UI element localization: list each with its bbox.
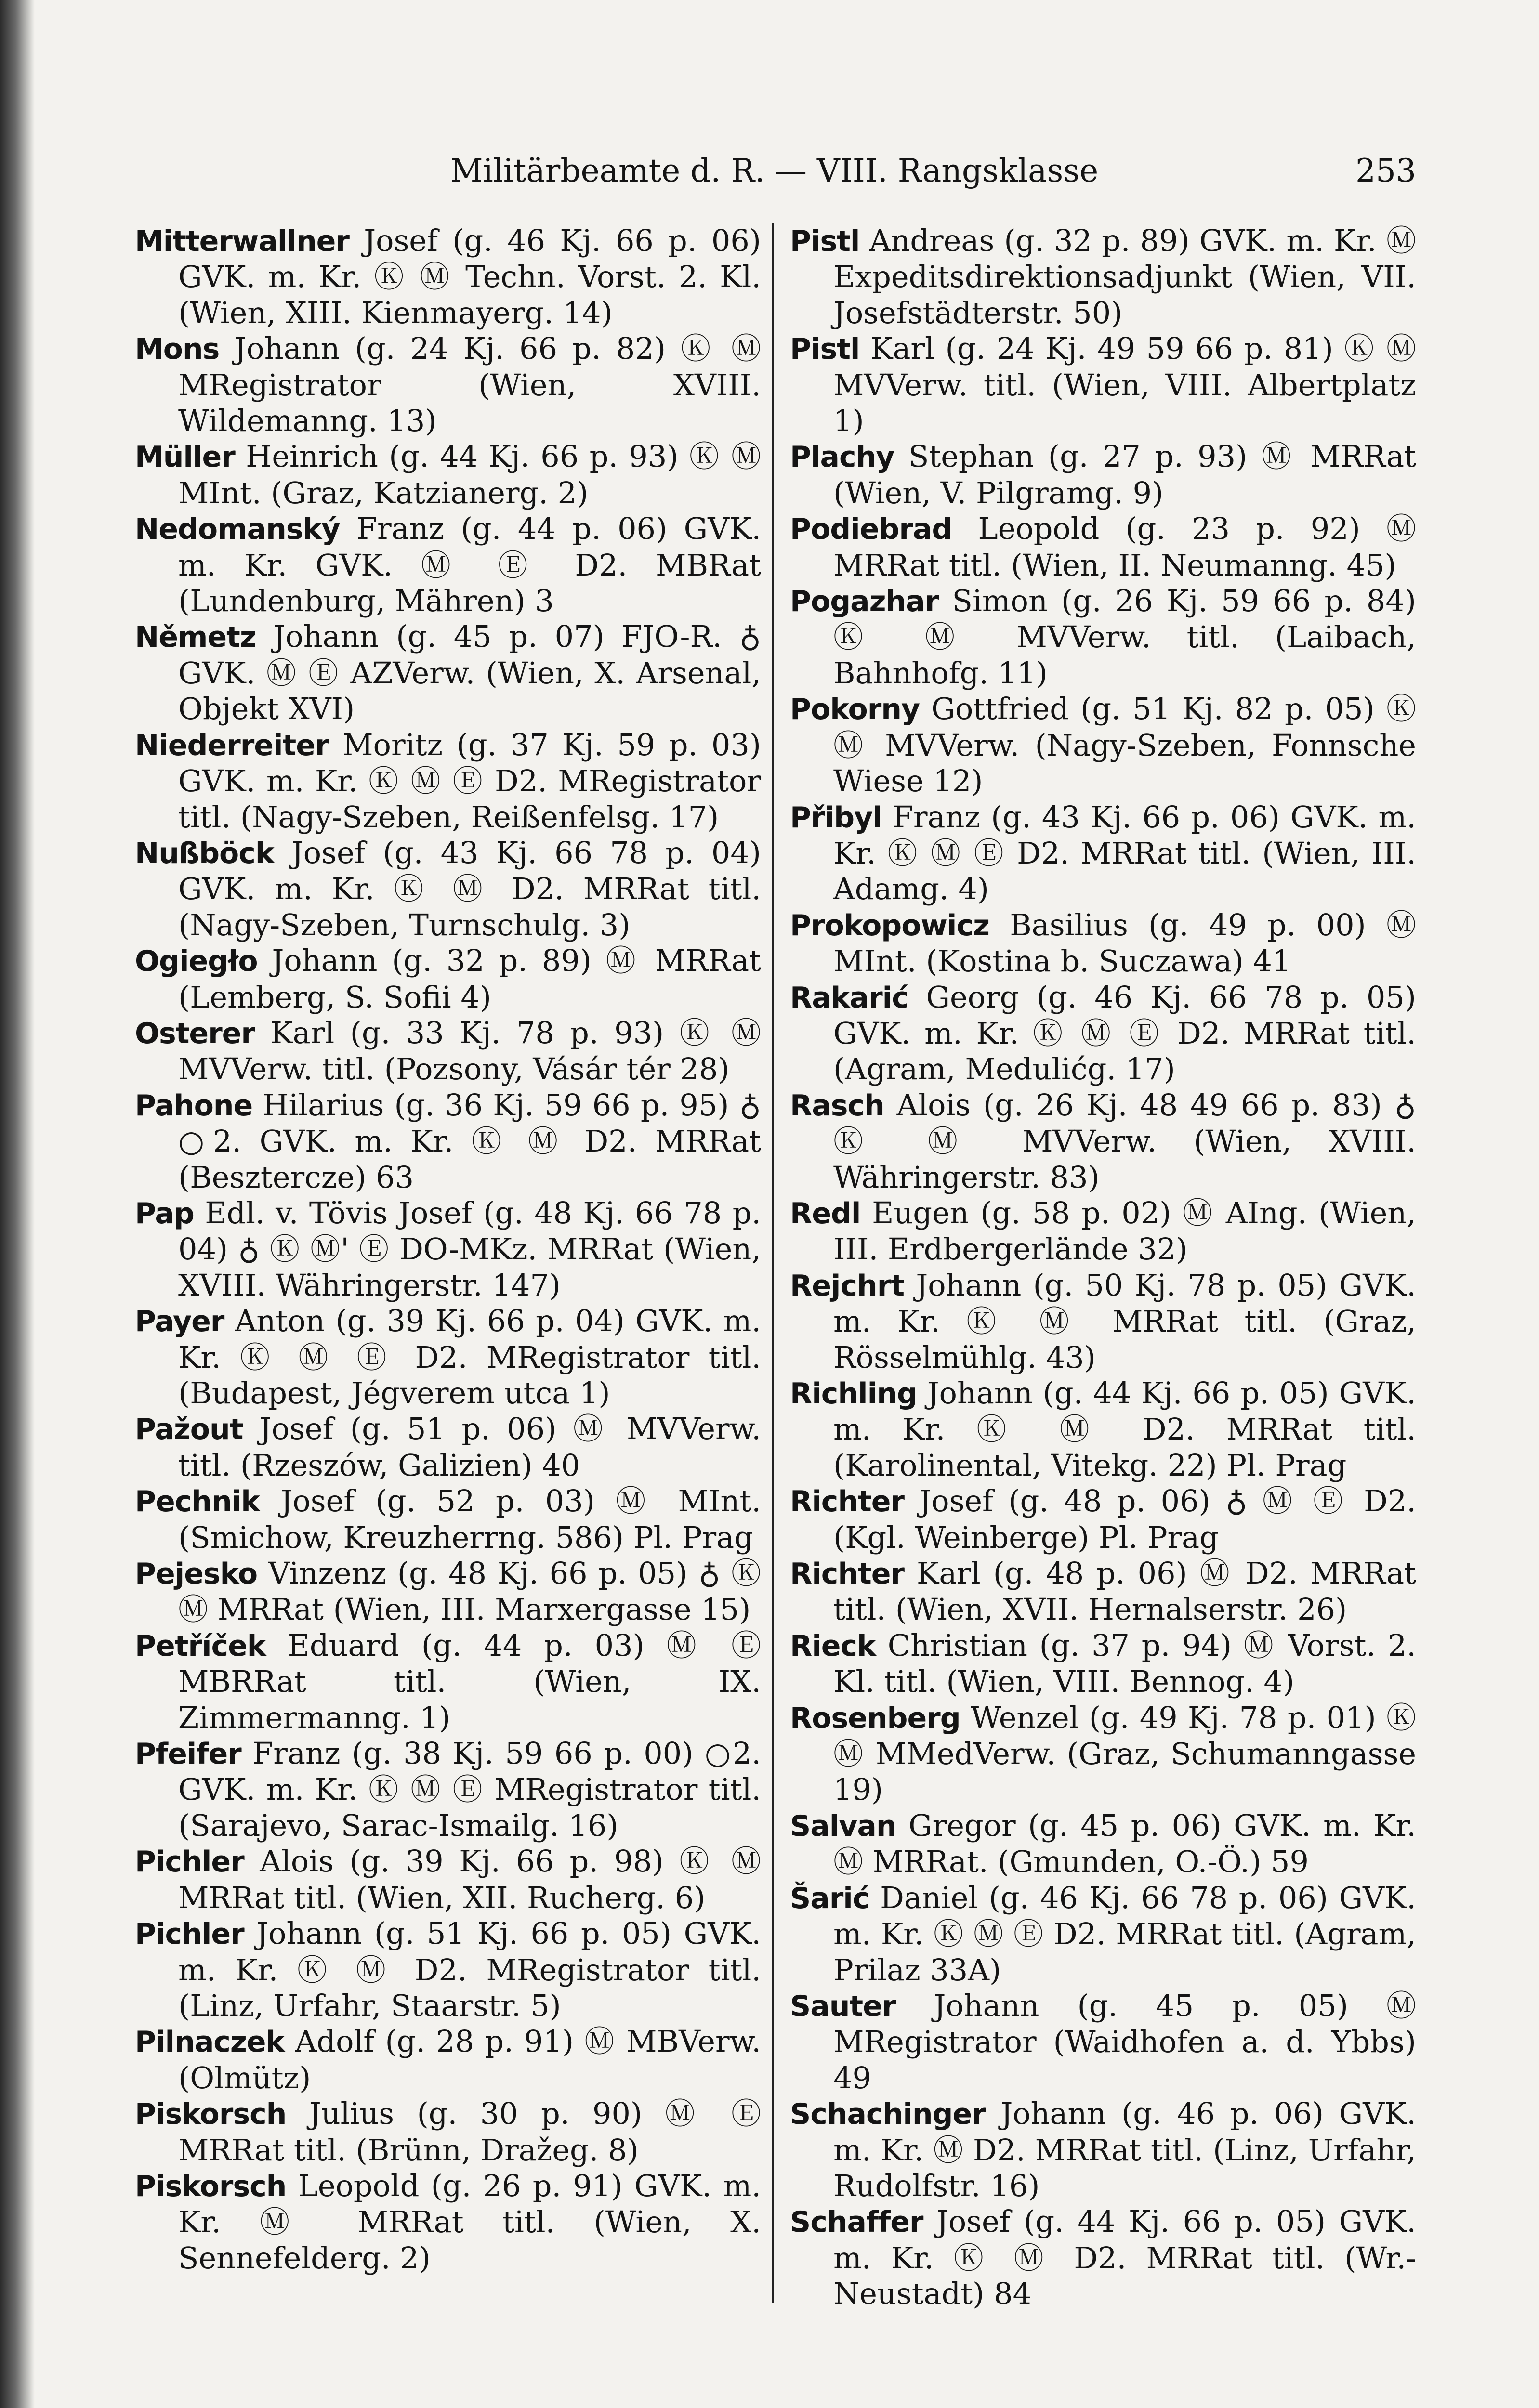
entry-details: Josef (g. 43 Kj. 66 78 p. 04) GVK. m. Kr. Ⓚ Ⓜ D2. MRRat titl. (Nagy-Szeben, Turnschulg. 3) [178,835,761,942]
directory-entry [135,1483,761,1556]
entry-details: Alois (g. 39 Kj. 66 p. 98) Ⓚ Ⓜ MRRat titl. (Wien, XII. Rucherg. 6) [178,1844,762,1915]
entry-surname: Plachy [790,440,894,474]
directory-entry [790,1375,1416,1483]
entry-surname: Rosenberg [790,1701,960,1735]
directory-entry [790,1268,1416,1375]
directory-entry [790,331,1416,439]
entry-surname: Niederreiter [135,728,329,762]
running-header [135,142,1416,200]
entry-details: Leopold (g. 23 p. 92) Ⓜ MRRat titl. (Wien, II. Neumanng. 45) [833,511,1416,583]
directory-entry [135,1556,761,1628]
entry-surname: Pichler [135,1917,244,1951]
entry-details: Julius (g. 30 p. 90) Ⓜ Ⓔ MRRat titl. (Brünn, Dražeg. 8) [178,2096,761,2168]
directory-entry [135,2096,761,2168]
entry-surname: Osterer [135,1016,255,1050]
directory-entry [135,1303,761,1411]
directory-entry [790,223,1416,331]
directory-entry [135,619,761,727]
entry-details: Gregor (g. 45 p. 06) GVK. m. Kr. Ⓜ MRRat. (Gmunden, O.-Ö.) 59 [833,1807,1416,1880]
entry-details: Johann (g. 51 Kj. 66 p. 05) GVK. m. Kr. Ⓚ Ⓜ D2. MRegistrator titl. (Linz, Urfahr, Staarstr. 5) [178,1916,761,2023]
directory-entry [790,1556,1416,1628]
entry-details: Alois (g. 26 Kj. 48 49 66 p. 83) ♁ Ⓚ Ⓜ MVVerw. (Wien, XVIII. Währingerstr. 83) [833,1087,1416,1195]
directory-entry [790,1700,1416,1808]
entry-surname: Podiebrad [790,512,952,547]
entry-surname: Richling [790,1377,917,1411]
directory-entry [135,1628,761,1736]
entry-surname: Schachinger [790,2097,986,2132]
entry-details: Leopold (g. 26 p. 91) GVK. m. Kr. Ⓜ MRRat titl. (Wien, X. Sennefelderg. 2) [178,2168,761,2276]
entry-details: Karl (g. 48 p. 06) Ⓜ D2. MRRat titl. (Wien, XVII. Hernalserstr. 26) [833,1556,1416,1627]
entry-surname: Salvan [790,1809,896,1843]
directory-entry [135,1195,761,1303]
directory-entry [135,331,761,439]
entry-details: Johann (g. 50 Kj. 78 p. 05) GVK. m. Kr. Ⓚ Ⓜ MRRat titl. (Graz, Rösselmühlg. 43) [833,1267,1416,1375]
entry-surname: Pechnik [135,1485,260,1519]
entry-surname: Pogazhar [790,585,939,619]
entry-details: Basilius (g. 49 p. 00) Ⓜ MInt. (Kostina b. Suczawa) 41 [833,907,1416,979]
directory-entry [790,2096,1416,2204]
directory-entry [135,439,761,511]
directory-entry [135,835,761,943]
entry-surname: Mitterwallner [135,224,349,258]
entry-details: Josef (g. 51 p. 06) Ⓜ MVVerw. titl. (Rzeszów, Galizien) 40 [178,1411,761,1483]
entry-details: Georg (g. 46 Kj. 66 78 p. 05) GVK. m. Kr. Ⓚ Ⓜ Ⓔ D2. MRRat titl. (Agram, Medulićg. 17) [833,979,1416,1087]
directory-entry [790,583,1416,691]
entry-details: Stephan (g. 27 p. 93) Ⓜ MRRat (Wien, V. Pilgramg. 9) [833,439,1416,510]
entry-surname: Pejesko [135,1557,258,1591]
book-page [135,142,1416,2319]
directory-entry [135,1916,761,2024]
directory-entry [790,1087,1416,1195]
entry-details: Wenzel (g. 49 Kj. 78 p. 01) Ⓚ Ⓜ MMedVerw. (Graz, Schumanngasse 19) [833,1700,1416,1807]
entry-details: Anton (g. 39 Kj. 66 p. 04) GVK. m. Kr. Ⓚ Ⓜ Ⓔ D2. MRegistrator titl. (Budapest, Jégverem utca 1) [178,1303,761,1411]
entry-surname: Rasch [790,1088,884,1123]
entry-surname: Pahone [135,1088,253,1123]
entry-details: Simon (g. 26 Kj. 59 66 p. 84) Ⓚ Ⓜ MVVerw. titl. (Laibach, Bahnhofg. 11) [833,583,1416,691]
directory-entry [135,1015,761,1087]
entry-surname: Pilnaczek [135,2025,285,2059]
entry-surname: Pistl [790,332,860,366]
entry-details: Johann (g. 46 p. 06) GVK. m. Kr. Ⓜ D2. MRRat titl. (Linz, Urfahr, Rudolfstr. 16) [833,2096,1416,2203]
entry-surname: Rieck [790,1629,876,1663]
entry-details: Eugen (g. 58 p. 02) Ⓜ AIng. (Wien, III. Erdbergerlände 32) [833,1195,1416,1267]
directory-entry [790,1808,1416,1880]
entry-surname: Sauter [790,1989,896,2023]
directory-entry [135,1411,761,1483]
running-title: Militärbeamte d. R. — VIII. Rangsklasse [450,152,1099,189]
entry-details: Christian (g. 37 p. 94) Ⓜ Vorst. 2. Kl. titl. (Wien, VIII. Bennog. 4) [833,1627,1416,1700]
directory-entry [790,799,1416,907]
entry-surname: Payer [135,1305,224,1339]
directory-entry [135,511,761,619]
entry-surname: Němetz [135,620,256,654]
entry-surname: Piskorsch [135,2169,287,2203]
entry-surname: Richter [790,1485,905,1519]
entry-surname: Pap [135,1196,194,1230]
entry-surname: Rakarić [790,981,908,1015]
entry-details: Karl (g. 24 Kj. 49 59 66 p. 81) Ⓚ Ⓜ MVVerw. titl. (Wien, VIII. Albertplatz 1) [833,331,1416,439]
directory-entry [790,1880,1416,1988]
entry-surname: Pokorny [790,693,920,727]
entry-surname: Prokopowicz [790,908,989,942]
directory-entry [135,727,761,835]
entry-surname: Pfeifer [135,1737,241,1771]
directory-entry [135,1087,761,1195]
entry-details: Josef (g. 46 Kj. 66 p. 06) GVK. m. Kr. Ⓚ Ⓜ Techn. Vorst. 2. Kl. (Wien, XIII. Kienmayerg. 14) [178,223,761,330]
directory-entry [135,1844,761,1916]
directory-entry [135,943,761,1015]
entry-details: Moritz (g. 37 Kj. 59 p. 03) GVK. m. Kr. Ⓚ Ⓜ Ⓔ D2. MRegistrator titl. (Nagy-Szeben, Reißenfelsg. 17) [178,727,761,835]
right-column [790,223,1416,2312]
entry-details: Gottfried (g. 51 Kj. 82 p. 05) Ⓚ Ⓜ MVVerw. (Nagy-Szeben, Fonnsche Wiese 12) [833,691,1416,799]
entry-surname: Pažout [135,1413,243,1447]
column-divider [772,223,774,2303]
entry-details: Hilarius (g. 36 Kj. 59 66 p. 95) ♁ ○2. GVK. m. Kr. Ⓚ Ⓜ D2. MRRat (Besztercze) 63 [178,1087,761,1195]
entry-details: Franz (g. 38 Kj. 59 66 p. 00) ○2. GVK. m. Kr. Ⓚ Ⓜ Ⓔ MRegistrator titl. (Sarajevo, Sarac-Ismailg. 16) [178,1736,761,1843]
entry-details: Johann (g. 45 p. 05) Ⓜ MRegistrator (Waidhofen a. d. Ybbs) 49 [833,1988,1416,2095]
entry-details: Johann (g. 45 p. 07) FJO-R. ♁ GVK. Ⓜ Ⓔ AZVerw. (Wien, X. Arsenal, Objekt XVI) [178,619,761,727]
entry-surname: Nedomanský [135,512,340,547]
directory-entry [790,980,1416,1087]
directory-entry [135,1736,761,1844]
entry-details: Franz (g. 43 Kj. 66 p. 06) GVK. m. Kr. Ⓚ Ⓜ Ⓔ D2. MRRat titl. (Wien, III. Adamg. 4) [833,799,1416,907]
directory-entry [790,511,1416,583]
entry-surname: Pistl [790,224,860,258]
entry-details: Johann (g. 32 p. 89) Ⓜ MRRat (Lemberg, S. Sofii 4) [178,943,761,1015]
directory-entry [790,691,1416,799]
entry-surname: Mons [135,332,220,366]
directory-entry [790,1988,1416,2096]
entry-details: Josef (g. 52 p. 03) Ⓜ MInt. (Smichow, Kreuzherrng. 586) Pl. Prag [178,1483,761,1555]
entry-details: Johann (g. 44 Kj. 66 p. 05) GVK. m. Kr. Ⓚ Ⓜ D2. MRRat titl. (Karolinental, Vitekg. 22) Pl. Prag [833,1375,1416,1483]
directory-entry [135,2024,761,2096]
directory-entry [790,907,1416,980]
entry-surname: Müller [135,440,235,474]
directory-entry [790,1628,1416,1700]
entry-details: Eduard (g. 44 p. 03) Ⓜ Ⓔ MBRRat titl. (Wien, IX. Zimmermanng. 1) [178,1627,761,1735]
entry-surname: Redl [790,1196,861,1230]
entry-surname: Ogiegło [135,944,258,979]
entry-details: Andreas (g. 32 p. 89) GVK. m. Kr. Ⓜ Expeditsdirektionsadjunkt (Wien, VII. Josefstädterstr. 50) [833,223,1416,330]
entry-surname: Piskorsch [135,2097,287,2132]
entry-details: Vinzenz (g. 48 Kj. 66 p. 05) ♁ Ⓚ Ⓜ MRRat (Wien, III. Marxergasse 15) [178,1556,761,1627]
book-spine-shadow [0,0,35,2408]
entry-details: Karl (g. 33 Kj. 78 p. 93) Ⓚ Ⓜ MVVerw. titl. (Pozsony, Vásár tér 28) [178,1015,761,1087]
directory-entry [790,439,1416,511]
directory-entry [135,2168,761,2276]
entry-details: Edl. v. Tövis Josef (g. 48 Kj. 66 78 p. 04) ♁ Ⓚ Ⓜ' Ⓔ DO-MKz. MRRat (Wien, XVIII. Währingerstr. 147) [178,1195,761,1303]
entry-details: Daniel (g. 46 Kj. 66 78 p. 06) GVK. m. Kr. Ⓚ Ⓜ Ⓔ D2. MRRat titl. (Agram, Prilaz 33A) [833,1880,1416,1988]
entry-surname: Schaffer [790,2205,923,2239]
entry-details: Josef (g. 44 Kj. 66 p. 05) GVK. m. Kr. Ⓚ Ⓜ D2. MRRat titl. (Wr.-Neustadt) 84 [833,2204,1416,2312]
entry-surname: Přibyl [790,800,882,835]
entry-details: Heinrich (g. 44 Kj. 66 p. 93) Ⓚ Ⓜ MInt. (Graz, Katzianerg. 2) [178,439,761,510]
entry-details: Adolf (g. 28 p. 91) Ⓜ MBVerw. (Olmütz) [178,2024,761,2095]
left-column [135,223,761,2303]
entry-surname: Rejchrt [790,1269,905,1303]
entry-details: Johann (g. 24 Kj. 66 p. 82) Ⓚ Ⓜ MRegistrator (Wien, XVIII. Wildemanng. 13) [178,331,761,439]
directory-entry [790,1195,1416,1268]
page-number: 253 [1355,152,1416,189]
directory-entry [135,223,761,331]
entry-details: Franz (g. 44 p. 06) GVK. m. Kr. GVK. Ⓜ Ⓔ D2. MBRat (Lundenburg, Mähren) 3 [178,511,761,619]
directory-entry [790,2204,1416,2312]
entry-surname: Richter [790,1557,905,1591]
directory-entry [790,1483,1416,1556]
entry-surname: Šarić [790,1881,869,1915]
entry-surname: Pichler [135,1845,244,1879]
entry-surname: Nußböck [135,836,274,870]
entry-surname: Petříček [135,1629,266,1663]
entry-details: Josef (g. 48 p. 06) ♁ Ⓜ Ⓔ D2. (Kgl. Weinberge) Pl. Prag [833,1483,1416,1555]
